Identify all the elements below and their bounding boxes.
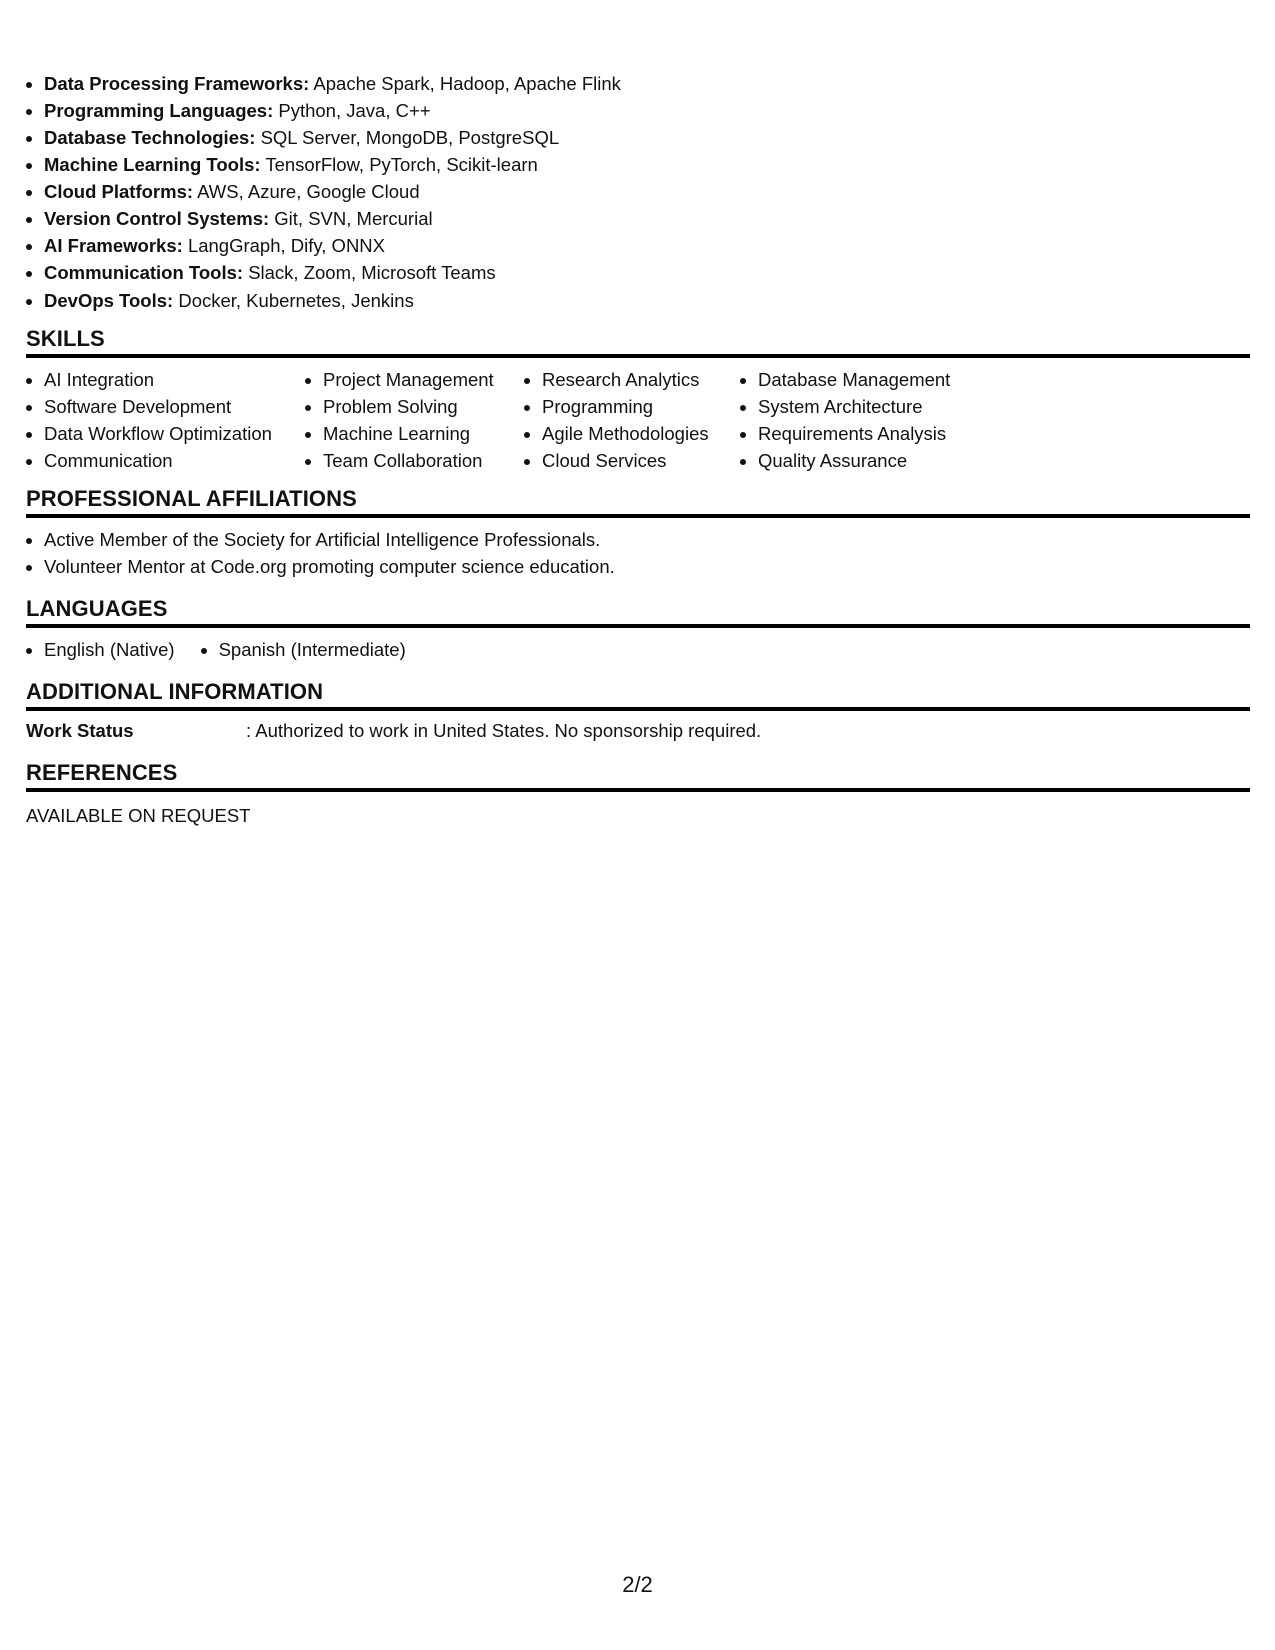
work-status-label: Work Status xyxy=(26,720,134,741)
item-value: Docker, Kubernetes, Jenkins xyxy=(178,290,414,311)
resume-page-content xyxy=(26,70,1250,829)
affiliations-list xyxy=(26,526,1250,580)
skill-item: • Agile Methodologies xyxy=(542,420,740,447)
skill-item: • Communication xyxy=(44,447,305,474)
item-label: Communication Tools: xyxy=(44,262,244,283)
skills-grid xyxy=(26,366,1250,474)
affiliation-item: • Volunteer Mentor at Code.org promoting computer science education. xyxy=(44,553,1250,580)
list-item xyxy=(44,178,1250,205)
skill-item: • Programming xyxy=(542,393,740,420)
additional-info-heading: ADDITIONAL INFORMATION xyxy=(26,677,1250,711)
item-label: Programming Languages: xyxy=(44,100,274,121)
item-value: Apache Spark, Hadoop, Apache Flink xyxy=(313,73,621,94)
skills-column xyxy=(305,366,524,474)
item-label: Cloud Platforms: xyxy=(44,181,194,202)
page-number: 2/2 xyxy=(622,1572,653,1597)
item-value: Python, Java, C++ xyxy=(278,100,431,121)
skills-column xyxy=(740,366,1008,474)
affiliation-item: • Active Member of the Society for Artificial Intelligence Professionals. xyxy=(44,526,1250,553)
item-value: AWS, Azure, Google Cloud xyxy=(197,181,420,202)
languages-heading: LANGUAGES xyxy=(26,594,1250,628)
item-label: Machine Learning Tools: xyxy=(44,154,261,175)
languages-list xyxy=(26,636,1250,663)
skills-column xyxy=(26,366,305,474)
item-value: LangGraph, Dify, ONNX xyxy=(187,235,386,256)
skill-item: • Problem Solving xyxy=(323,393,524,420)
skill-item: • Machine Learning xyxy=(323,420,524,447)
item-label: DevOps Tools: xyxy=(44,290,174,311)
language-item: • English (Native) xyxy=(44,636,175,663)
skill-item: • Cloud Services xyxy=(542,447,740,474)
skill-item: • System Architecture xyxy=(758,393,1008,420)
skill-item: • Team Collaboration xyxy=(323,447,524,474)
item-value: Git, SVN, Mercurial xyxy=(274,208,433,229)
list-item xyxy=(44,259,1250,286)
affiliations-heading: PROFESSIONAL AFFILIATIONS xyxy=(26,484,1250,518)
skills-heading: SKILLS xyxy=(26,324,1250,358)
item-value: TensorFlow, PyTorch, Scikit-learn xyxy=(265,154,538,175)
references-text: AVAILABLE ON REQUEST xyxy=(26,805,251,826)
work-status-value: : Authorized to work in United States. No sponsorship required. xyxy=(246,720,762,741)
item-label: Database Technologies: xyxy=(44,127,256,148)
item-value: SQL Server, MongoDB, PostgreSQL xyxy=(260,127,560,148)
list-item xyxy=(44,124,1250,151)
skill-item: • Database Management xyxy=(758,366,1008,393)
list-item xyxy=(44,151,1250,178)
skill-item: • Software Development xyxy=(44,393,305,420)
item-label: Version Control Systems: xyxy=(44,208,270,229)
list-item xyxy=(44,205,1250,232)
item-value: Slack, Zoom, Microsoft Teams xyxy=(248,262,496,283)
skill-item: • Research Analytics xyxy=(542,366,740,393)
item-label: Data Processing Frameworks: xyxy=(44,73,310,94)
work-status-row xyxy=(26,717,1250,744)
item-label: AI Frameworks: xyxy=(44,235,183,256)
list-item xyxy=(44,232,1250,259)
references-heading: REFERENCES xyxy=(26,758,1250,792)
list-item xyxy=(44,287,1250,314)
language-item: • Spanish (Intermediate) xyxy=(219,636,406,663)
technical-skills-list xyxy=(26,70,1250,314)
list-item xyxy=(44,70,1250,97)
skill-item: • AI Integration xyxy=(44,366,305,393)
skill-item: • Project Management xyxy=(323,366,524,393)
skills-column xyxy=(524,366,740,474)
skill-item: • Quality Assurance xyxy=(758,447,1008,474)
skill-item: • Requirements Analysis xyxy=(758,420,1008,447)
list-item xyxy=(44,97,1250,124)
skill-item: • Data Workflow Optimization xyxy=(44,420,305,447)
